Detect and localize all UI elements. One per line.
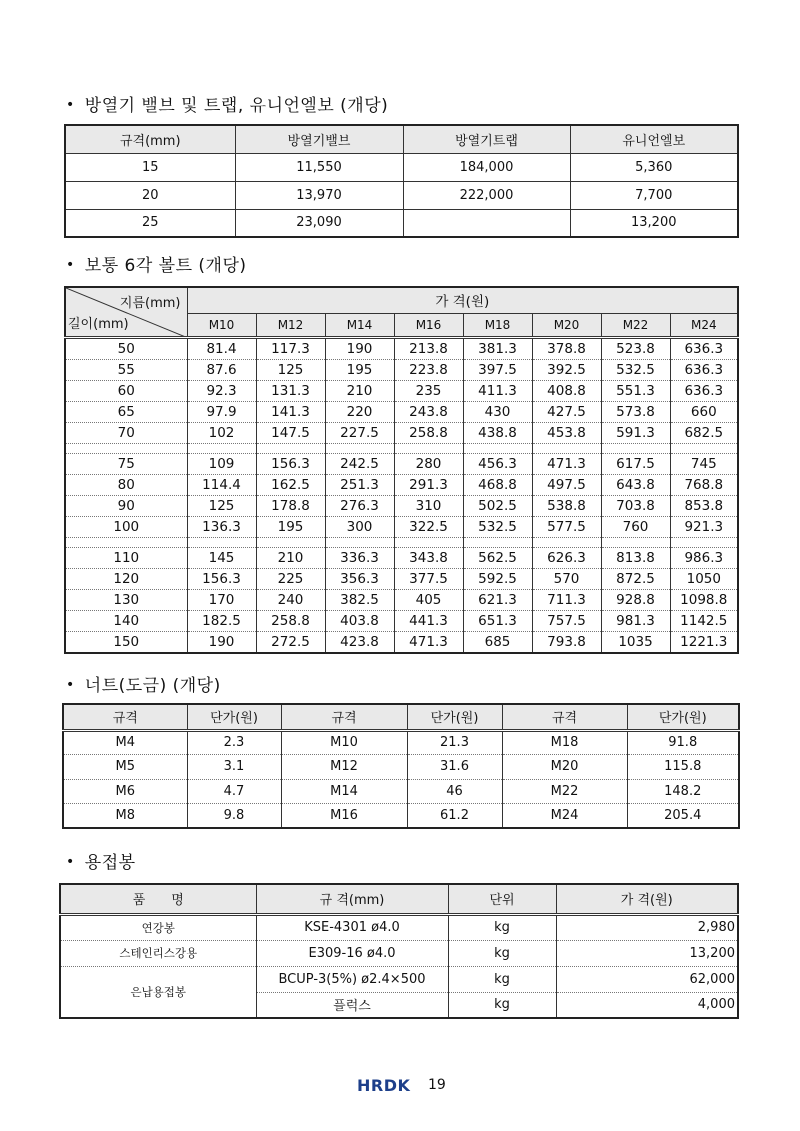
cell-price: 102 xyxy=(187,422,256,443)
bullet: • xyxy=(66,257,75,273)
cell-spec: BCUP-3(5%) ø2.4×500 xyxy=(256,966,448,992)
table-row xyxy=(65,589,738,610)
page-number: 19 xyxy=(428,1077,446,1093)
cell-length: 60 xyxy=(65,380,187,401)
cell-price: 213.8 xyxy=(394,337,463,359)
cell-price: 131.3 xyxy=(256,380,325,401)
cell-length: 80 xyxy=(65,474,187,495)
cell-price: 87.6 xyxy=(187,359,256,380)
table-header-row xyxy=(63,704,739,730)
header-size: M18 xyxy=(463,313,532,337)
cell-price: 156.3 xyxy=(187,568,256,589)
header-price: 가 격(원) xyxy=(556,884,738,914)
cell-price: 182.5 xyxy=(187,610,256,631)
cell-price: 703.8 xyxy=(601,495,670,516)
cell-price: 322.5 xyxy=(394,516,463,537)
cell-price: 343.8 xyxy=(394,547,463,568)
cell-price: 91.8 xyxy=(627,730,739,755)
welding-rod-table xyxy=(59,883,739,1019)
table-row xyxy=(65,516,738,537)
cell-price: 258.8 xyxy=(394,422,463,443)
spacer-cell xyxy=(532,443,601,453)
cell-price: 441.3 xyxy=(394,610,463,631)
cell-price: 768.8 xyxy=(670,474,738,495)
header-spec: 규격(mm) xyxy=(65,125,235,153)
cell-price: 592.5 xyxy=(463,568,532,589)
cell-price: 532.5 xyxy=(601,359,670,380)
spacer-cell xyxy=(394,537,463,547)
cell-spec: E309-16 ø4.0 xyxy=(256,940,448,966)
cell-price: 760 xyxy=(601,516,670,537)
cell-price: 3.1 xyxy=(187,755,281,780)
spacer-cell xyxy=(187,443,256,453)
cell-length: 130 xyxy=(65,589,187,610)
cell-price: 9.8 xyxy=(187,804,281,829)
cell-price: 397.5 xyxy=(463,359,532,380)
cell-price: 427.5 xyxy=(532,401,601,422)
table-row xyxy=(65,359,738,380)
cell-price: 523.8 xyxy=(601,337,670,359)
header-unit-price: 단가(원) xyxy=(187,704,281,730)
cell-price: 1221.3 xyxy=(680,633,728,650)
cell: 5,360 xyxy=(570,153,738,181)
cell-price: 853.8 xyxy=(670,495,738,516)
table-row xyxy=(65,181,738,209)
cell-price: 210 xyxy=(256,547,325,568)
table-row xyxy=(63,730,739,755)
cell-spec: M6 xyxy=(63,779,187,804)
cell-price: 456.3 xyxy=(463,453,532,474)
cell-price: 356.3 xyxy=(325,568,394,589)
cell-price: 125 xyxy=(187,495,256,516)
cell-price: 81.4 xyxy=(187,337,256,359)
header-unit-price: 단가(원) xyxy=(407,704,502,730)
spacer-cell xyxy=(325,537,394,547)
spacer-cell xyxy=(65,537,187,547)
cell-price: 408.8 xyxy=(532,380,601,401)
cell-price: 1050 xyxy=(670,568,738,589)
cell-length: 75 xyxy=(65,453,187,474)
table-row xyxy=(63,755,739,780)
cell-price: 570 xyxy=(532,568,601,589)
cell-length: 70 xyxy=(65,422,187,443)
cell-price: 471.3 xyxy=(394,631,463,653)
cell-price: 502.5 xyxy=(463,495,532,516)
hrdk-logo: HRDK xyxy=(357,1076,411,1095)
table-row xyxy=(65,153,738,181)
cell-price: 636.3 xyxy=(670,337,738,359)
cell-price: 682.5 xyxy=(670,422,738,443)
cell-price: 4,000 xyxy=(697,997,735,1013)
cell-price: 381.3 xyxy=(463,337,532,359)
table-header-row xyxy=(60,884,738,914)
spacer-cell xyxy=(670,537,738,547)
cell-price: 223.8 xyxy=(394,359,463,380)
group-spacer-row xyxy=(65,537,738,547)
table-row xyxy=(65,474,738,495)
bullet: • xyxy=(66,854,75,870)
group-spacer-row xyxy=(65,443,738,453)
cell-price: 471.3 xyxy=(532,453,601,474)
cell-price: 636.3 xyxy=(670,359,738,380)
cell-price: 685 xyxy=(463,631,532,653)
table-row xyxy=(65,401,738,422)
table-row xyxy=(65,610,738,631)
cell-price: 430 xyxy=(463,401,532,422)
section-title-nut xyxy=(66,671,221,696)
cell-price: 986.3 xyxy=(670,547,738,568)
cell-price: 453.8 xyxy=(532,422,601,443)
cell-price: 92.3 xyxy=(187,380,256,401)
spacer-cell xyxy=(601,443,670,453)
header-size: M16 xyxy=(394,313,463,337)
cell-length: 140 xyxy=(65,610,187,631)
cell-price: 235 xyxy=(394,380,463,401)
cell-price: 310 xyxy=(394,495,463,516)
cell xyxy=(403,209,570,237)
cell-price: 225 xyxy=(256,568,325,589)
section-title-text: 방열기 밸브 및 트랩, 유니언엘보 (개당) xyxy=(84,96,389,116)
radiator-valve-table xyxy=(64,124,739,238)
cell-price: 243.8 xyxy=(394,401,463,422)
cell-spec: M12 xyxy=(281,755,407,780)
spacer-cell xyxy=(256,443,325,453)
cell-price: 227.5 xyxy=(325,422,394,443)
spacer-cell xyxy=(670,443,738,453)
cell-price: 813.8 xyxy=(601,547,670,568)
cell-price: 4.7 xyxy=(187,779,281,804)
cell-price: 178.8 xyxy=(256,495,325,516)
cell-length: 90 xyxy=(65,495,187,516)
header-size: M12 xyxy=(256,313,325,337)
cell: 11,550 xyxy=(235,153,403,181)
table-row xyxy=(60,914,738,940)
cell-spec: M24 xyxy=(502,804,627,829)
header-size: M10 xyxy=(187,313,256,337)
header-unit: 단위 xyxy=(448,884,556,914)
cell: 13,970 xyxy=(235,181,403,209)
cell-price: 242.5 xyxy=(325,453,394,474)
cell-price: 405 xyxy=(394,589,463,610)
table-row xyxy=(65,380,738,401)
cell: 7,700 xyxy=(570,181,738,209)
cell-price: 1142.5 xyxy=(670,610,738,631)
cell-price: 125 xyxy=(256,359,325,380)
cell-price: 291.3 xyxy=(394,474,463,495)
table-row xyxy=(65,337,738,359)
cell-unit: kg xyxy=(448,940,556,966)
cell-length: 50 xyxy=(65,337,187,359)
cell: 13,200 xyxy=(570,209,738,237)
cell-price: 403.8 xyxy=(325,610,394,631)
header-spec: 규격 xyxy=(502,704,627,730)
cell-price: 711.3 xyxy=(532,589,601,610)
cell: 25 xyxy=(65,209,235,237)
cell-spec: M8 xyxy=(63,804,187,829)
header-radiator-trap: 방열기트랩 xyxy=(403,125,570,153)
spacer-cell xyxy=(65,443,187,453)
cell-price: 251.3 xyxy=(325,474,394,495)
table-row xyxy=(60,966,738,992)
header-spec: 규격 xyxy=(63,704,187,730)
cell-price: 220 xyxy=(325,401,394,422)
table-row xyxy=(60,940,738,966)
spacer-cell xyxy=(463,443,532,453)
table-row xyxy=(63,804,739,829)
header-size: M24 xyxy=(670,313,738,337)
cell-spec: M18 xyxy=(502,730,627,755)
bullet: • xyxy=(66,677,75,693)
hex-bolt-table xyxy=(64,286,739,654)
nut-table-body xyxy=(63,730,739,828)
cell-price: 148.2 xyxy=(627,779,739,804)
nut-table xyxy=(62,703,740,829)
cell-spec: M5 xyxy=(63,755,187,780)
cell-price: 626.3 xyxy=(532,547,601,568)
cell: 184,000 xyxy=(403,153,570,181)
cell-price: 423.8 xyxy=(325,631,394,653)
section-title-text: 너트(도금) (개당) xyxy=(84,676,221,696)
cell-price: 562.5 xyxy=(463,547,532,568)
cell-price: 551.3 xyxy=(601,380,670,401)
cell-price: 621.3 xyxy=(463,589,532,610)
table-row xyxy=(65,453,738,474)
cell-price: 617.5 xyxy=(601,453,670,474)
cell-price: 195 xyxy=(325,359,394,380)
cell-price: 141.3 xyxy=(256,401,325,422)
header-size: M14 xyxy=(325,313,394,337)
cell-spec: M4 xyxy=(63,730,187,755)
cell-price: 115.8 xyxy=(627,755,739,780)
spacer-cell xyxy=(463,537,532,547)
cell-price: 280 xyxy=(394,453,463,474)
cell-price: 61.2 xyxy=(407,804,502,829)
cell-length: 150 xyxy=(65,631,187,653)
cell-price: 757.5 xyxy=(532,610,601,631)
cell-price: 300 xyxy=(325,516,394,537)
cell-price: 636.3 xyxy=(670,380,738,401)
cell-unit: kg xyxy=(448,992,556,1018)
cell-spec: M10 xyxy=(281,730,407,755)
cell-price: 13,200 xyxy=(556,940,738,966)
cell-price: 145 xyxy=(187,547,256,568)
cell-price: 1098.8 xyxy=(670,589,738,610)
spacer-cell xyxy=(187,537,256,547)
cell-price: 190 xyxy=(187,631,256,653)
cell-name: 연강봉 xyxy=(60,914,256,940)
cell-price: 872.5 xyxy=(601,568,670,589)
section-title-text: 용접봉 xyxy=(84,853,136,873)
header-spec: 규격 xyxy=(281,704,407,730)
table-row xyxy=(65,568,738,589)
table-header-row xyxy=(65,125,738,153)
table-row xyxy=(65,547,738,568)
cell-price: 928.8 xyxy=(601,589,670,610)
table-row xyxy=(65,495,738,516)
section-title-welding xyxy=(66,848,136,873)
cell-price: 162.5 xyxy=(256,474,325,495)
spacer-cell xyxy=(325,443,394,453)
cell: 15 xyxy=(65,153,235,181)
cell-price: 97.9 xyxy=(187,401,256,422)
cell-length: 110 xyxy=(65,547,187,568)
header-unit-price: 단가(원) xyxy=(627,704,739,730)
table-header-row xyxy=(65,287,738,313)
cell-price: 31.6 xyxy=(407,755,502,780)
cell-price: 392.5 xyxy=(532,359,601,380)
cell-price: 411.3 xyxy=(463,380,532,401)
section-title-text: 보통 6각 볼트 (개당) xyxy=(84,256,247,276)
cell-unit: kg xyxy=(448,966,556,992)
spacer-cell xyxy=(256,537,325,547)
cell-price: 468.8 xyxy=(463,474,532,495)
spacer-cell xyxy=(601,537,670,547)
cell-price: 377.5 xyxy=(394,568,463,589)
cell-price: 1035 xyxy=(601,631,670,653)
cell-spec: M14 xyxy=(281,779,407,804)
cell-price: 190 xyxy=(325,337,394,359)
header-length: 길이(mm) xyxy=(68,316,129,332)
cell-length: 55 xyxy=(65,359,187,380)
cell-price: 195 xyxy=(256,516,325,537)
cell-price: 382.5 xyxy=(325,589,394,610)
spacer-cell xyxy=(394,443,463,453)
bolt-table-body xyxy=(65,337,738,653)
cell-price: 2.3 xyxy=(187,730,281,755)
header-price: 가 격(원) xyxy=(187,287,738,313)
cell-price: 62,000 xyxy=(556,966,738,992)
header-size: M20 xyxy=(532,313,601,337)
cell-price: 438.8 xyxy=(463,422,532,443)
cell-price: 205.4 xyxy=(664,808,702,823)
cell-name: 스테인리스강용 xyxy=(60,940,256,966)
cell-price: 336.3 xyxy=(325,547,394,568)
cell-price: 258.8 xyxy=(256,610,325,631)
cell-price: 591.3 xyxy=(601,422,670,443)
section-title-bolt xyxy=(66,251,247,276)
section-title-radiator xyxy=(66,91,388,116)
cell-price: 156.3 xyxy=(256,453,325,474)
cell-price: 2,980 xyxy=(556,914,738,940)
cell-price: 272.5 xyxy=(256,631,325,653)
cell-price: 577.5 xyxy=(532,516,601,537)
bullet: • xyxy=(66,97,75,113)
header-diameter: 지름(mm) xyxy=(119,296,181,311)
cell-name: 은납용접봉 xyxy=(60,966,256,1018)
cell-price: 660 xyxy=(670,401,738,422)
cell-price: 497.5 xyxy=(532,474,601,495)
cell-price: 170 xyxy=(187,589,256,610)
cell-price: 532.5 xyxy=(463,516,532,537)
cell-length: 100 xyxy=(65,516,187,537)
header-spec: 규 격(mm) xyxy=(256,884,448,914)
cell-price: 921.3 xyxy=(670,516,738,537)
cell: 23,090 xyxy=(235,209,403,237)
cell-length: 65 xyxy=(65,401,187,422)
cell-price: 136.3 xyxy=(187,516,256,537)
cell-price: 573.8 xyxy=(601,401,670,422)
cell: 20 xyxy=(65,181,235,209)
cell-price: 210 xyxy=(325,380,394,401)
cell-price: 378.8 xyxy=(532,337,601,359)
header-item-name: 품 명 xyxy=(60,884,256,914)
cell-length: 120 xyxy=(65,568,187,589)
header-size: M22 xyxy=(601,313,670,337)
cell-spec: M22 xyxy=(502,779,627,804)
table-row xyxy=(65,422,738,443)
cell-price: 147.5 xyxy=(256,422,325,443)
diagonal-header-cell xyxy=(65,287,187,337)
header-radiator-valve: 방열기밸브 xyxy=(235,125,403,153)
cell-price: 643.8 xyxy=(601,474,670,495)
cell-price: 793.8 xyxy=(532,631,601,653)
header-union-elbow: 유니언엘보 xyxy=(570,125,738,153)
cell-price: 46 xyxy=(407,779,502,804)
cell-price: 651.3 xyxy=(463,610,532,631)
cell-price: 240 xyxy=(256,589,325,610)
cell: 222,000 xyxy=(403,181,570,209)
cell-price: 117.3 xyxy=(256,337,325,359)
cell-unit: kg xyxy=(448,914,556,940)
cell-spec: KSE-4301 ø4.0 xyxy=(256,914,448,940)
cell-price: 538.8 xyxy=(532,495,601,516)
table-row xyxy=(65,209,738,237)
table-row xyxy=(63,779,739,804)
cell-price: 21.3 xyxy=(407,730,502,755)
cell-spec: 플럭스 xyxy=(256,992,448,1018)
cell-price: 745 xyxy=(670,453,738,474)
cell-price: 109 xyxy=(187,453,256,474)
cell-spec: M16 xyxy=(281,804,407,829)
spacer-cell xyxy=(532,537,601,547)
table-row xyxy=(65,631,738,653)
cell-price: 276.3 xyxy=(325,495,394,516)
cell-price: 981.3 xyxy=(601,610,670,631)
cell-spec: M20 xyxy=(502,755,627,780)
cell-price: 114.4 xyxy=(187,474,256,495)
